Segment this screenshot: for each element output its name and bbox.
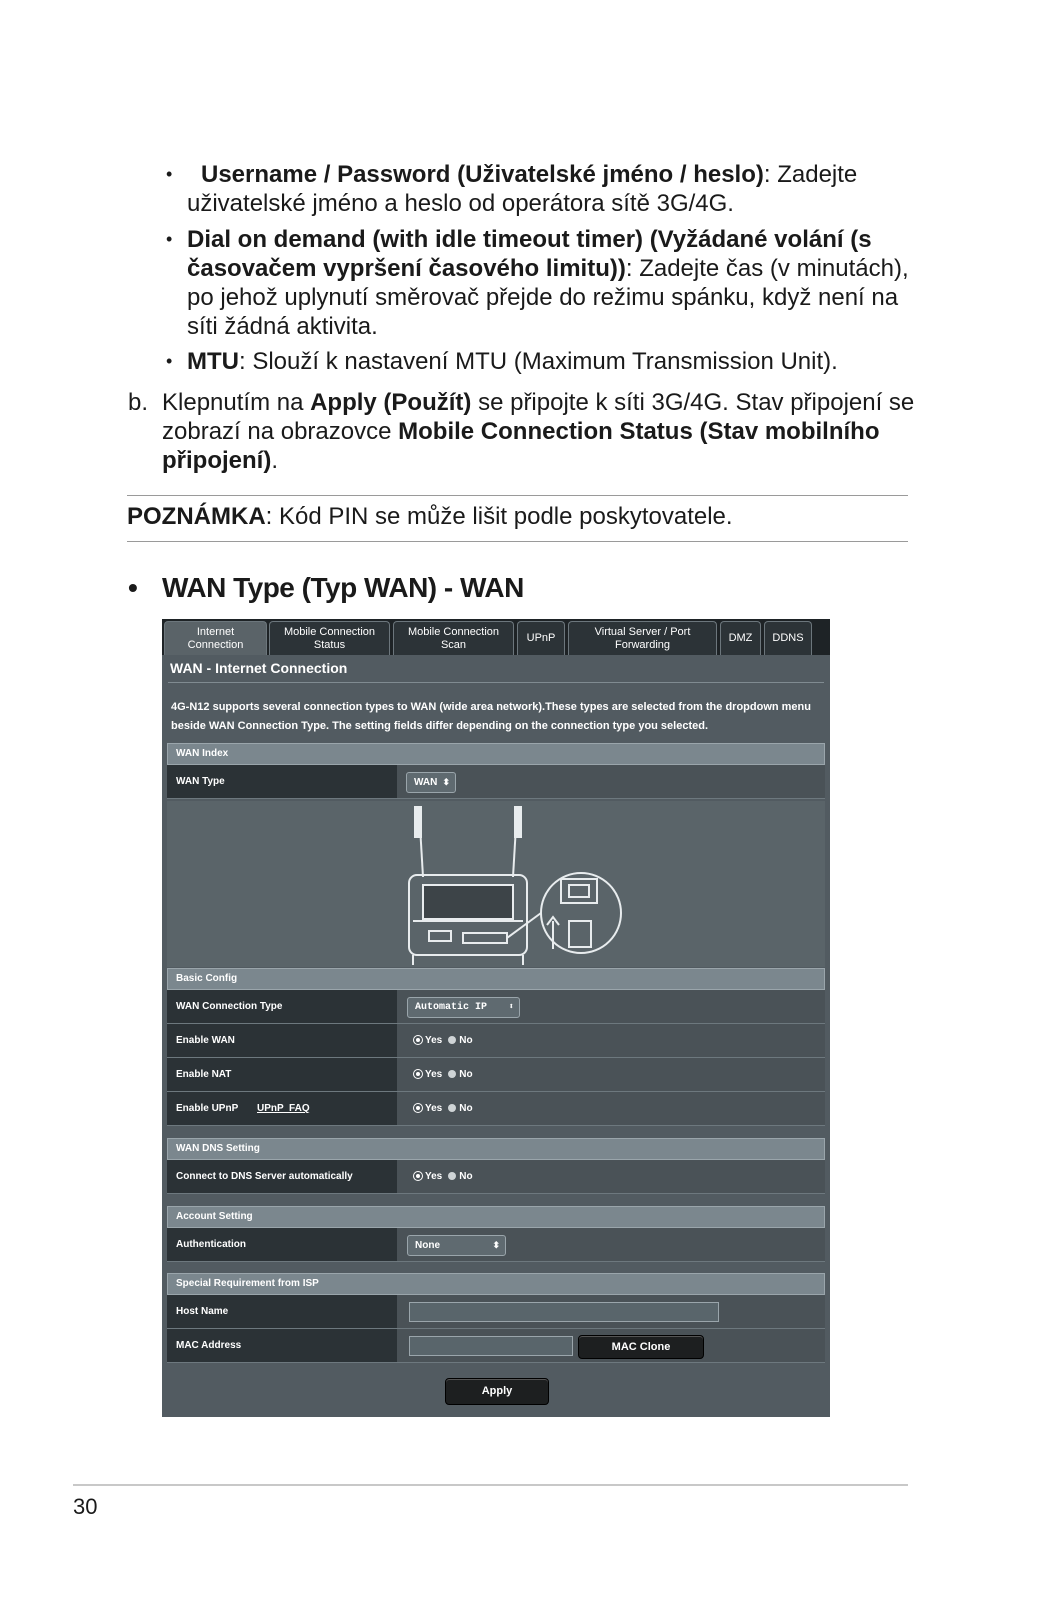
radio-selected-icon[interactable] bbox=[414, 1104, 422, 1112]
wan-type-label: WAN Type bbox=[167, 765, 397, 798]
note-label: POZNÁMKA bbox=[127, 503, 266, 530]
bullet-term: Username / Password (Uživatelské jméno / heslo) bbox=[201, 161, 764, 188]
bullet-dot: • bbox=[166, 351, 173, 371]
authentication-label: Authentication bbox=[167, 1228, 397, 1261]
wan-connection-type-label: WAN Connection Type bbox=[167, 990, 397, 1023]
dns-auto-radio[interactable] bbox=[412, 1171, 473, 1183]
enable-wan-label: Enable WAN bbox=[167, 1024, 397, 1057]
enable-upnp-label bbox=[167, 1092, 397, 1125]
tab-label: Internet Connection bbox=[187, 625, 244, 651]
host-name-input[interactable] bbox=[409, 1302, 719, 1322]
section-account-setting: Account Setting bbox=[167, 1206, 825, 1228]
title-divider bbox=[168, 682, 824, 683]
section-isp-requirement: Special Requirement from ISP bbox=[167, 1273, 825, 1295]
step-text-1: Klepnutím na bbox=[162, 389, 311, 416]
radio-no-label: No bbox=[459, 1035, 473, 1046]
tab-bar bbox=[162, 619, 830, 655]
radio-unselected-icon[interactable] bbox=[448, 1036, 456, 1044]
page-number: 30 bbox=[73, 1494, 98, 1519]
section-wan-dns: WAN DNS Setting bbox=[167, 1138, 825, 1160]
tab-mobile-connection-scan[interactable] bbox=[393, 621, 514, 655]
enable-nat-label: Enable NAT bbox=[167, 1058, 397, 1091]
radio-selected-icon[interactable] bbox=[414, 1172, 422, 1180]
authentication-select[interactable] bbox=[407, 1235, 506, 1256]
bullet-username-password bbox=[166, 160, 916, 218]
radio-no-label: No bbox=[459, 1171, 473, 1182]
bullet-dot: • bbox=[128, 572, 138, 603]
radio-yes-label: Yes bbox=[425, 1069, 443, 1080]
step-text-2: se připojte k síti 3G/4G. Stav připojení se zobrazí na obrazovce bbox=[162, 389, 915, 445]
bullet-text: : Slouží k nastavení MTU (Maximum Transmission Unit). bbox=[238, 348, 838, 375]
step-b bbox=[128, 388, 918, 475]
tab-mobile-connection-status[interactable] bbox=[269, 621, 390, 655]
step-bold-status: Mobile Connection Status (Stav mobilního připojení) bbox=[162, 418, 880, 474]
wan-type-value: WAN bbox=[414, 777, 438, 788]
tab-internet-connection[interactable] bbox=[164, 621, 267, 655]
row-wan-connection-type bbox=[167, 990, 825, 1024]
dns-auto-label: Connect to DNS Server automatically bbox=[167, 1160, 397, 1193]
radio-no-label: No bbox=[459, 1103, 473, 1114]
row-wan-type bbox=[167, 765, 825, 799]
section-wan-index: WAN Index bbox=[167, 743, 825, 765]
wan-connection-type-select[interactable] bbox=[407, 997, 520, 1018]
section-heading bbox=[128, 572, 524, 604]
tab-label: UPnP bbox=[526, 632, 556, 644]
bullet-dot: • bbox=[166, 164, 173, 184]
row-enable-upnp bbox=[167, 1092, 825, 1126]
tab-label: Virtual Server / Port Forwarding bbox=[594, 625, 691, 651]
tab-ddns[interactable] bbox=[764, 621, 812, 655]
upnp-faq-link[interactable]: UPnP FAQ bbox=[257, 1103, 310, 1114]
section-basic-config: Basic Config bbox=[167, 968, 825, 990]
mac-address-label: MAC Address bbox=[167, 1329, 397, 1362]
bullet-dial-on-demand bbox=[166, 225, 916, 341]
footer-rule bbox=[73, 1484, 908, 1486]
bullet-term: MTU bbox=[187, 348, 239, 375]
radio-yes-label: Yes bbox=[425, 1035, 443, 1046]
tab-virtual-server[interactable] bbox=[568, 621, 717, 655]
router-diagram-icon bbox=[167, 801, 825, 967]
enable-nat-radio[interactable] bbox=[412, 1069, 473, 1081]
page-description: 4G-N12 supports several connection types to WAN (wide area network).These types are selected from the dropdown menu beside WAN Connection Type. The setting fields differ depending on the connection type you selected. bbox=[171, 701, 811, 732]
router-illustration bbox=[167, 801, 825, 967]
host-name-label: Host Name bbox=[167, 1295, 397, 1328]
row-dns-auto bbox=[167, 1160, 825, 1194]
tab-dmz[interactable] bbox=[720, 621, 761, 655]
tab-label: Mobile Connection Scan bbox=[407, 625, 500, 651]
wan-type-select[interactable] bbox=[406, 772, 456, 793]
select-arrows-icon: ⬍ bbox=[442, 777, 450, 787]
radio-yes-label: Yes bbox=[425, 1103, 443, 1114]
note-top-rule bbox=[127, 495, 908, 496]
enable-upnp-radio[interactable] bbox=[412, 1103, 473, 1115]
tab-label: DMZ bbox=[728, 632, 753, 644]
row-authentication bbox=[167, 1228, 825, 1262]
note-text: : Kód PIN se může lišit podle poskytovatele. bbox=[265, 503, 733, 530]
radio-selected-icon[interactable] bbox=[414, 1070, 422, 1078]
wan-connection-type-value: Automatic IP bbox=[415, 1002, 488, 1013]
row-mac-address bbox=[167, 1329, 825, 1363]
tab-upnp[interactable] bbox=[517, 621, 565, 655]
bullet-text: : Zadejte uživatelské jméno a heslo od operátora sítě 3G/4G. bbox=[187, 161, 858, 217]
select-arrows-icon: ⬍ bbox=[492, 1240, 500, 1250]
row-host-name bbox=[167, 1295, 825, 1329]
step-bold-apply: Apply (Použít) bbox=[310, 389, 472, 416]
row-enable-wan bbox=[167, 1024, 825, 1058]
select-arrows-icon: ⬍ bbox=[508, 1002, 514, 1012]
authentication-value: None bbox=[415, 1240, 440, 1251]
bullet-dot: • bbox=[166, 229, 173, 249]
bullet-term: Dial on demand (with idle timeout timer) (Vyžádané volání (s časovačem vypršení časového limitu)) bbox=[187, 226, 872, 282]
note bbox=[127, 502, 733, 532]
bullet-text: : Zadejte čas (v minutách), po jehož uplynutí směrovač přejde do režimu spánku, když není na síti žádná aktivita. bbox=[187, 255, 909, 340]
step-label: b. bbox=[128, 389, 149, 416]
radio-unselected-icon[interactable] bbox=[448, 1172, 456, 1180]
tab-label: Mobile Connection Status bbox=[283, 625, 376, 651]
enable-wan-radio[interactable] bbox=[412, 1035, 473, 1047]
bullet-mtu bbox=[166, 347, 916, 376]
section-heading-text: WAN Type (Typ WAN) - WAN bbox=[162, 572, 524, 603]
enable-upnp-text: Enable UPnP bbox=[176, 1103, 239, 1114]
row-enable-nat bbox=[167, 1058, 825, 1092]
router-ui-screenshot bbox=[162, 619, 830, 1417]
radio-yes-label: Yes bbox=[425, 1171, 443, 1182]
radio-unselected-icon[interactable] bbox=[448, 1070, 456, 1078]
note-bottom-rule bbox=[127, 541, 908, 542]
radio-unselected-icon[interactable] bbox=[448, 1104, 456, 1112]
mac-clone-button[interactable]: MAC Clone bbox=[578, 1335, 704, 1359]
apply-button[interactable]: Apply bbox=[445, 1378, 549, 1405]
radio-selected-icon[interactable] bbox=[414, 1036, 422, 1044]
step-text-3: . bbox=[271, 447, 278, 474]
page-title: WAN - Internet Connection bbox=[170, 660, 348, 676]
tab-label: DDNS bbox=[772, 632, 804, 644]
radio-no-label: No bbox=[459, 1069, 473, 1080]
mac-address-input[interactable] bbox=[409, 1336, 573, 1356]
